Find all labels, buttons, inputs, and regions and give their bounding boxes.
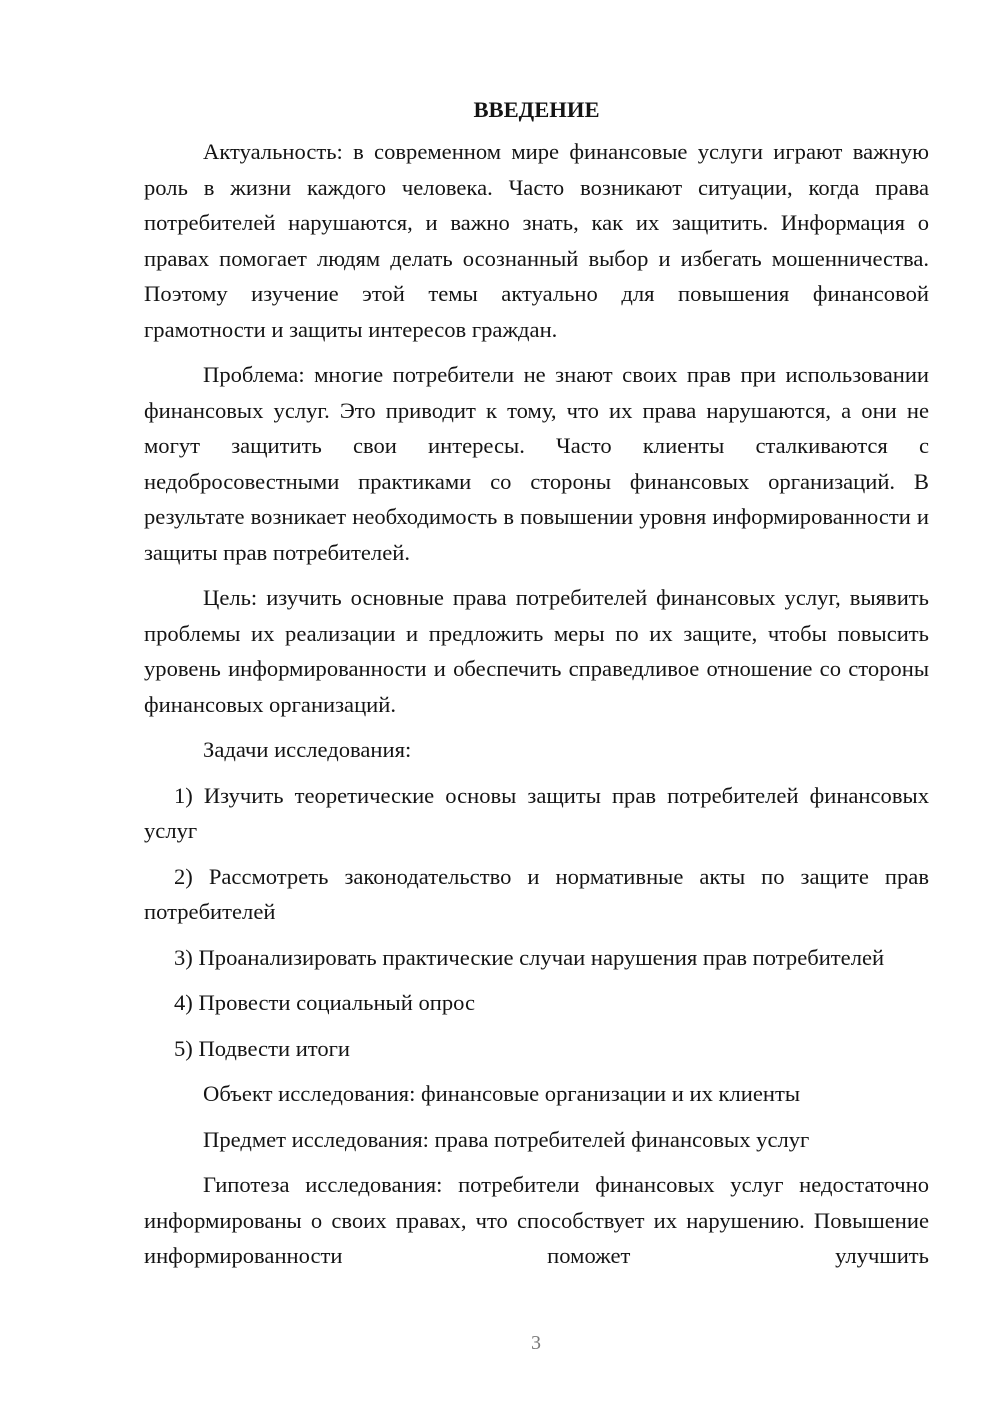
page-title: ВВЕДЕНИЕ xyxy=(473,97,600,122)
task-item-4: 4) Провести социальный опрос xyxy=(174,990,476,1015)
task-item-5: 5) Подвести итоги xyxy=(174,1035,351,1061)
tasks-title: Задачи исследования: xyxy=(203,737,412,762)
task-item-1: 1) Изучить теоретические основы защиты прав потребителей финансовых услуг xyxy=(144,782,929,843)
paragraph-goal: Цель: изучить основные права потребителей финансовых услуг, выявить проблемы их реализации и предложить меры по их защите, чтобы повысить уровень информированности и обеспечить справедливое отношение со стороны финансовых организаций. xyxy=(144,585,929,717)
task-item-3: 3) Проанализировать практические случаи нарушения прав потребителей xyxy=(174,944,885,970)
task-item-2: 2) Рассмотреть законодательство и нормативные акты по защите прав потребителей xyxy=(144,863,929,924)
paragraph-hypothesis: Гипотеза исследования: потребители финансовых услуг недостаточно информированы о своих правах, что способствует их нарушению. Повышение информированности поможет улучшить xyxy=(144,1172,929,1268)
paragraph-subject: Предмет исследования: права потребителей финансовых услуг xyxy=(203,1126,810,1152)
paragraph-problem: Проблема: многие потребители не знают своих прав при использовании финансовых услуг. Это приводит к тому, что их права нарушаются, а они не могут защитить свои интересы. Часто клиенты сталкиваются с недобросовестными практиками со стороны финансовых организаций. В результате возникает необходимость в повышении уровня информированности и защиты прав потребителей. xyxy=(144,362,929,565)
paragraph-relevance: Актуальность: в современном мире финансовые услуги играют важную роль в жизни каждого человека. Часто возникают ситуации, когда права потребителей нарушаются, и важно знать, как их защитить. Информация о правах помогает людям делать осознанный выбор и избегать мошенничества. Поэтому изучение этой темы актуально для повышения финансовой грамотности и защиты интересов граждан. xyxy=(144,139,929,342)
document-body xyxy=(144,92,929,1284)
page-number: 3 xyxy=(531,1332,541,1354)
paragraph-object: Объект исследования: финансовые организации и их клиенты xyxy=(203,1081,801,1106)
